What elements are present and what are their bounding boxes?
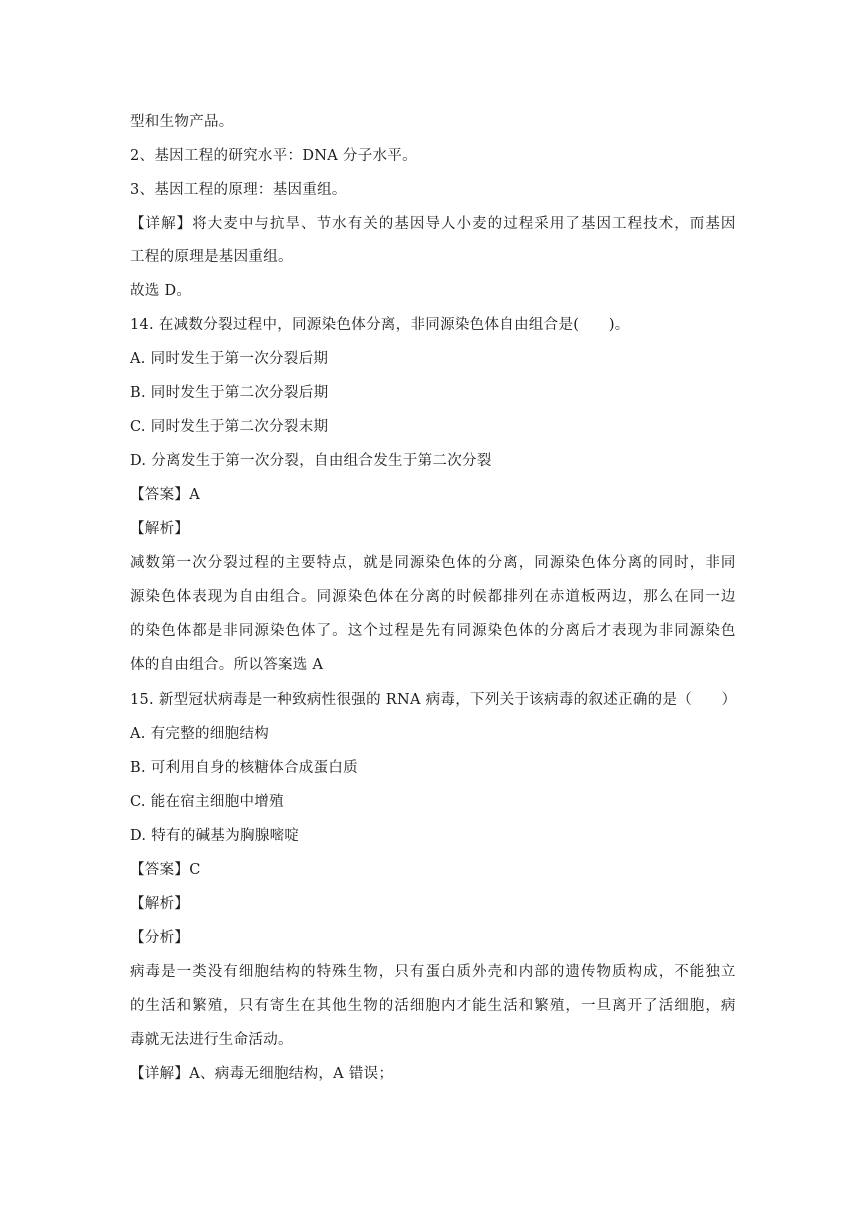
text-line: 3、基因工程的原理：基因重组。 bbox=[130, 182, 347, 198]
option-d: D. 特有的碱基为胸腺嘧啶 bbox=[130, 828, 300, 844]
analysis-label: 【解析】 bbox=[130, 896, 190, 912]
option-a: A. 有完整的细胞结构 bbox=[130, 726, 269, 742]
text-line: 2、基因工程的研究水平：DNA 分子水平。 bbox=[130, 148, 417, 164]
text-line: 型和生物产品。 bbox=[130, 114, 234, 130]
text-line: 工程的原理是基因重组。 bbox=[130, 249, 293, 265]
text-line: 的染色体都是非同源染色体了。这个过程是先有同源染色体的分离后才表现为非同源染色 bbox=[130, 623, 737, 639]
answer-label: 【答案】C bbox=[130, 862, 201, 878]
discussion-label: 【分析】 bbox=[130, 930, 190, 946]
question-15-stem: 15. 新型冠状病毒是一种致病性很强的 RNA 病毒，下列关于该病毒的叙述正确的是（ ） bbox=[130, 692, 737, 708]
option-b: B. 可利用自身的核糖体合成蛋白质 bbox=[130, 760, 358, 776]
answer-label: 【答案】A bbox=[130, 487, 200, 503]
text-line: 的生活和繁殖，只有寄生在其他生物的活细胞内才能生活和繁殖，一旦离开了活细胞，病 bbox=[130, 998, 737, 1014]
text-line: 【详解】将大麦中与抗旱、节水有关的基因导人小麦的过程采用了基因工程技术，而基因 bbox=[130, 216, 737, 232]
option-a: A. 同时发生于第一次分裂后期 bbox=[130, 351, 329, 367]
text-line: 体的自由组合。所以答案选 A bbox=[130, 657, 324, 673]
text-line: 源染色体表现为自由组合。同源染色体在分离的时候都排列在赤道板两边，那么在同一边 bbox=[130, 589, 737, 605]
text-line: 毒就无法进行生命活动。 bbox=[130, 1032, 293, 1048]
option-c: C. 同时发生于第二次分裂末期 bbox=[130, 419, 329, 435]
option-b: B. 同时发生于第二次分裂后期 bbox=[130, 385, 329, 401]
text-line: 减数第一次分裂过程的主要特点，就是同源染色体的分离，同源染色体分离的同时，非同 bbox=[130, 555, 737, 571]
question-14-stem: 14. 在减数分裂过程中，同源染色体分离，非同源染色体自由组合是( )。 bbox=[130, 317, 630, 333]
option-c: C. 能在宿主细胞中增殖 bbox=[130, 794, 284, 810]
text-line: 【详解】A、病毒无细胞结构，A 错误； bbox=[130, 1066, 394, 1082]
analysis-label: 【解析】 bbox=[130, 521, 190, 537]
text-line: 病毒是一类没有细胞结构的特殊生物，只有蛋白质外壳和内部的遗传物质构成，不能独立 bbox=[130, 964, 737, 980]
option-d: D. 分离发生于第一次分裂，自由组合发生于第二次分裂 bbox=[130, 453, 492, 469]
text-line: 故选 D。 bbox=[130, 283, 192, 299]
